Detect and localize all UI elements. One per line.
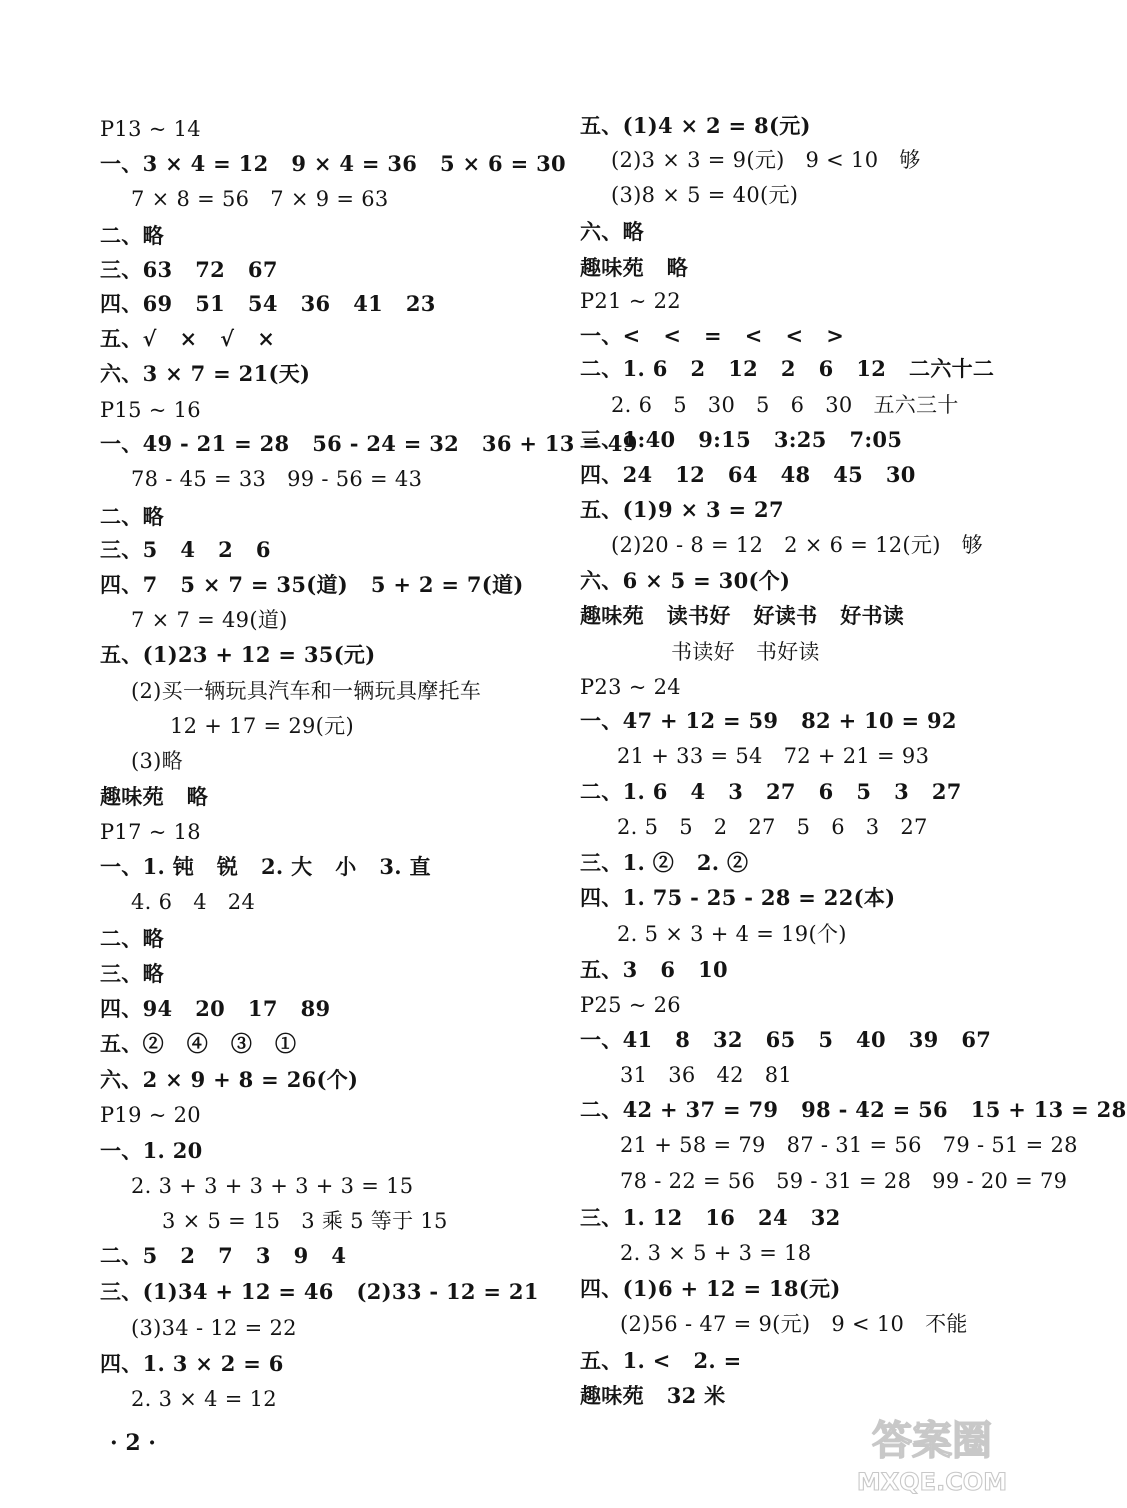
answer-line: 五、3 6 10 xyxy=(580,957,728,982)
answer-line: 三、1. ② 2. ② xyxy=(580,850,749,875)
section-header: P25 ~ 26 xyxy=(580,993,681,1017)
answer-line: 一、41 8 32 65 5 40 39 67 xyxy=(580,1027,992,1052)
answer-line: 一、3 × 4 = 12 9 × 4 = 36 5 × 6 = 30 xyxy=(100,151,566,176)
answer-line: 五、② ④ ③ ① xyxy=(100,1031,297,1056)
section-header: P23 ~ 24 xyxy=(580,675,681,699)
answer-line: 2. 6 5 30 5 6 30 五六三十 xyxy=(611,393,959,417)
answer-line: (2)买一辆玩具汽车和一辆玩具摩托车 xyxy=(131,679,482,703)
page-number: · 2 · xyxy=(110,1430,156,1456)
answer-line: 7 × 8 = 56 7 × 9 = 63 xyxy=(131,187,389,211)
answer-line: 2. 3 × 5 + 3 = 18 xyxy=(620,1241,812,1265)
answer-line: 三、1. 12 16 24 32 xyxy=(580,1205,841,1230)
answer-line: 五、(1)9 × 3 = 27 xyxy=(580,497,784,522)
answer-line: 21 + 58 = 79 87 - 31 = 56 79 - 51 = 28 xyxy=(620,1133,1078,1157)
section-header: P13 ~ 14 xyxy=(100,117,201,141)
answer-line: (3)34 - 12 = 22 xyxy=(131,1316,297,1340)
watermark-logo xyxy=(848,1408,1016,1498)
answer-line: 7 × 7 = 49(道) xyxy=(131,608,288,632)
answer-line: (3)略 xyxy=(131,749,183,773)
answer-line: 趣味苑 32 米 xyxy=(580,1383,726,1408)
answer-line: 一、49 - 21 = 28 56 - 24 = 32 36 + 13 = 49 xyxy=(100,431,638,456)
answer-line: 四、(1)6 + 12 = 18(元) xyxy=(580,1276,841,1301)
answer-line: 五、(1)23 + 12 = 35(元) xyxy=(100,642,376,667)
answer-line: 六、3 × 7 = 21(天) xyxy=(100,361,311,386)
answer-line: (3)8 × 5 = 40(元) xyxy=(611,183,799,207)
answer-line: 二、略 xyxy=(100,223,164,248)
answer-line: 2. 5 5 2 27 5 6 3 27 xyxy=(617,815,928,839)
answer-line: 六、2 × 9 + 8 = 26(个) xyxy=(100,1067,359,1092)
answer-line: 趣味苑 略 xyxy=(580,255,689,280)
answer-line: 三、63 72 67 xyxy=(100,257,278,282)
answer-line: 三、5 4 2 6 xyxy=(100,537,271,562)
answer-line: 四、7 5 × 7 = 35(道) 5 + 2 = 7(道) xyxy=(100,572,524,597)
watermark-title: 答案圈 xyxy=(872,1418,992,1464)
answer-line: 2. 3 × 4 = 12 xyxy=(131,1387,277,1411)
answer-line: 二、1. 6 2 12 2 6 12 二六十二 xyxy=(580,356,995,381)
section-header: P17 ~ 18 xyxy=(100,820,201,844)
answer-line: 21 + 33 = 54 72 + 21 = 93 xyxy=(617,744,930,768)
answer-line: 一、< < = < < > xyxy=(580,323,845,348)
answer-line: 六、6 × 5 = 30(个) xyxy=(580,568,791,593)
answer-line: 78 - 45 = 33 99 - 56 = 43 xyxy=(131,467,423,491)
section-header: P15 ~ 16 xyxy=(100,398,201,422)
answer-line: 一、1. 20 xyxy=(100,1138,203,1163)
answer-line: 12 + 17 = 29(元) xyxy=(170,714,354,738)
answer-line: 五、√ × √ × xyxy=(100,326,276,351)
answer-line: 三、(1)34 + 12 = 46 (2)33 - 12 = 21 xyxy=(100,1279,539,1304)
answer-line: 三、略 xyxy=(100,961,164,986)
answer-line: (2)20 - 8 = 12 2 × 6 = 12(元) 够 xyxy=(611,533,983,557)
answer-line: 3 × 5 = 15 3 乘 5 等于 15 xyxy=(162,1209,448,1233)
answer-line: 31 36 42 81 xyxy=(620,1063,793,1087)
watermark-url: MXQE.COM xyxy=(856,1468,1008,1496)
answer-line: 一、47 + 12 = 59 82 + 10 = 92 xyxy=(580,708,957,733)
answer-line: 四、1. 75 - 25 - 28 = 22(本) xyxy=(580,885,896,910)
answer-line: 4. 6 4 24 xyxy=(131,890,256,914)
answer-line: 二、5 2 7 3 9 4 xyxy=(100,1243,347,1268)
answer-line: 四、69 51 54 36 41 23 xyxy=(100,291,436,316)
answer-line: 四、94 20 17 89 xyxy=(100,996,331,1021)
answer-line: 趣味苑 略 xyxy=(100,784,209,809)
answer-line: 五、(1)4 × 2 = 8(元) xyxy=(580,113,811,138)
answer-line: 五、1. < 2. = xyxy=(580,1348,742,1373)
answer-line: 二、42 + 37 = 79 98 - 42 = 56 15 + 13 = 28 xyxy=(580,1097,1127,1122)
answer-line: 78 - 22 = 56 59 - 31 = 28 99 - 20 = 79 xyxy=(620,1169,1068,1193)
answer-line: 二、略 xyxy=(100,926,164,951)
section-header: P19 ~ 20 xyxy=(100,1103,201,1127)
answer-line: 三、1:40 9:15 3:25 7:05 xyxy=(580,427,903,452)
answer-line: 书读好 书好读 xyxy=(671,640,820,664)
answer-line: 趣味苑 读书好 好读书 好书读 xyxy=(580,603,905,628)
answer-line: 四、1. 3 × 2 = 6 xyxy=(100,1351,284,1376)
answer-line: 二、略 xyxy=(100,504,164,529)
answer-line: 六、略 xyxy=(580,219,644,244)
answer-line: (2)56 - 47 = 9(元) 9 < 10 不能 xyxy=(620,1312,968,1336)
answer-line: 一、1. 钝 锐 2. 大 小 3. 直 xyxy=(100,854,431,879)
answer-line: 2. 5 × 3 + 4 = 19(个) xyxy=(617,922,847,946)
answer-line: 四、24 12 64 48 45 30 xyxy=(580,462,916,487)
answer-line: 2. 3 + 3 + 3 + 3 + 3 = 15 xyxy=(131,1174,414,1198)
section-header: P21 ~ 22 xyxy=(580,289,681,313)
answer-line: 二、1. 6 4 3 27 6 5 3 27 xyxy=(580,779,962,804)
answer-line: (2)3 × 3 = 9(元) 9 < 10 够 xyxy=(611,148,921,172)
